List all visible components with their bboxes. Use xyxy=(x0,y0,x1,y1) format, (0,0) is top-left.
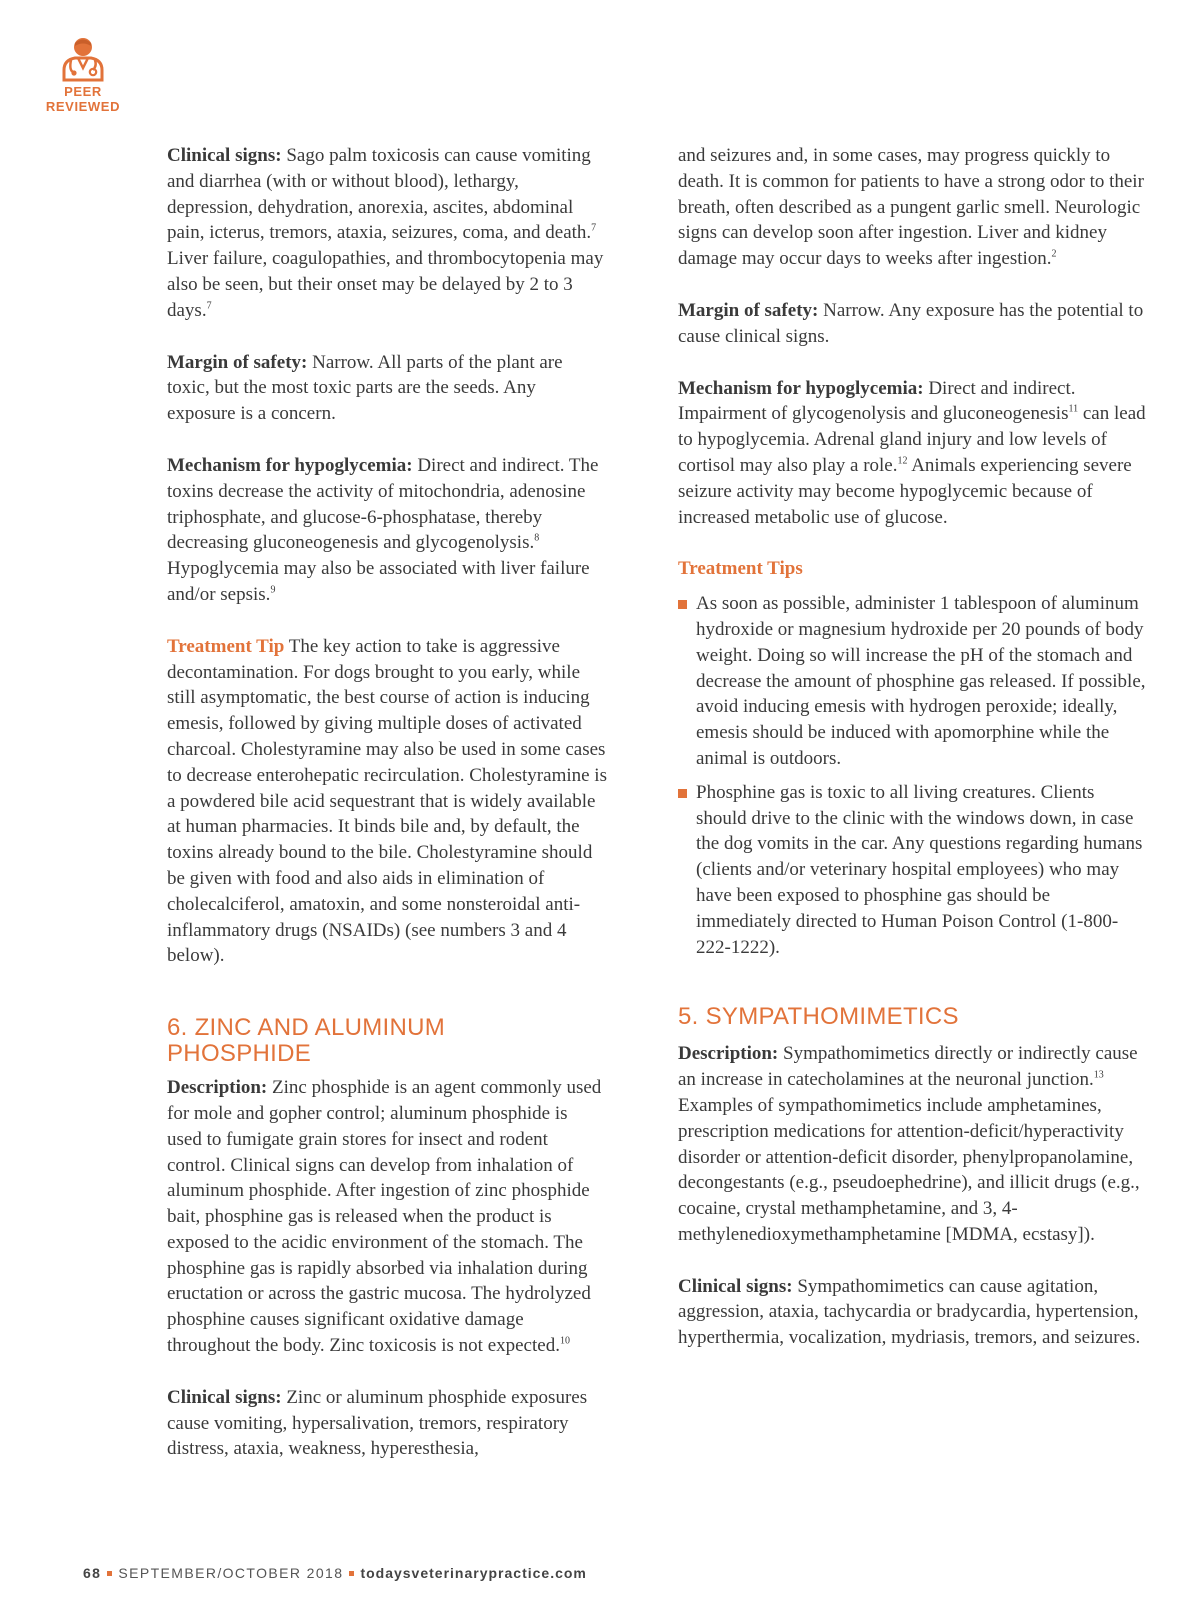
label: Clinical signs: xyxy=(167,145,282,166)
label: Mechanism for hypoglycemia: xyxy=(678,377,924,399)
sympathomimetics-description xyxy=(678,1041,1148,1247)
section-heading-zinc-phosphide xyxy=(167,1015,607,1067)
treatment-tips-list xyxy=(678,591,1148,960)
tip-text: As soon as possible, administer 1 tablespoon of aluminum hydroxide or magnesium hydroxide per 20 pounds of body weight. Doing so will increase the pH of the stomach and decrease the amount of phosphine gas released. If possible, avoid inducing emesis with hydrogen peroxide; ideally, emesis should be induced with apomorphine while the animal is outdoors. xyxy=(696,593,1146,769)
text: Zinc or aluminum phosphide exposures cause vomiting, hypersalivation, tremors, respiratory distress, ataxia, weakness, hyperesthesia, xyxy=(167,1386,588,1460)
text: Hypoglycemia may also be associated with liver failure and/or sepsis. xyxy=(167,558,590,605)
website-link[interactable]: todaysveterinarypractice.com xyxy=(360,1565,587,1581)
list-item xyxy=(678,591,1148,772)
ref: 10 xyxy=(559,1335,570,1347)
text: Direct and indirect. Impairment of glycogenolysis and gluconeogenesis xyxy=(678,377,1076,425)
text: Sympathomimetics directly or indirectly cause an increase in catecholamines at the neuronal junction. xyxy=(678,1043,1138,1091)
ref: 9 xyxy=(270,584,276,596)
sago-treatment-tip xyxy=(167,634,607,969)
label: Description: xyxy=(678,1043,779,1065)
label: Margin of safety: xyxy=(167,351,308,373)
ref: 12 xyxy=(897,455,908,467)
ref: 2 xyxy=(1051,248,1057,260)
sympathomimetics-clinical-signs xyxy=(678,1274,1148,1351)
text: Sago palm toxicosis can cause vomiting and diarrhea (with or without blood), lethargy, depression, dehydration, anorexia, ascites, abdominal pain, icterus, tremors, ataxia, seizures, coma, and death. xyxy=(167,145,592,244)
doctor-icon xyxy=(60,34,106,82)
tip-label: Treatment Tip xyxy=(167,635,285,657)
sago-mechanism xyxy=(167,453,607,608)
badge-line1: PEER xyxy=(64,84,102,99)
text: Narrow. Any exposure has the potential to cause clinical signs. xyxy=(678,299,1144,347)
phosphide-clinical-continued xyxy=(678,143,1148,272)
phosphide-mechanism xyxy=(678,376,1148,531)
page-footer xyxy=(83,1565,587,1581)
sago-clinical-signs xyxy=(167,143,607,324)
text: Examples of sympathomimetics include amphetamines, prescription medications for attention-deficit/hyperactivity disorder or attention-deficit disorder, phenylpropanolamine, decongestants (e.g., pseudoephedrine), and illicit drugs (e.g., cocaine, crystal methamphetamine, and 3, 4-methylenedioxymethamphetamine [MDMA, ecstasy]). xyxy=(678,1094,1140,1245)
tip-text: Phosphine gas is toxic to all living creatures. Clients should drive to the clinic with the windows down, in case the dog vomits in the car. Any questions regarding humans (clients and/or veterinary hospital employees) who may have been exposed to phosphine gas should be immediately directed to Human Poison Control (1-800-222-1222). xyxy=(696,781,1143,958)
ref: 7 xyxy=(591,223,597,235)
badge-line2: REVIEWED xyxy=(45,99,121,114)
separator-square-icon xyxy=(349,1571,354,1576)
text: and seizures and, in some cases, may progress quickly to death. It is common for patients to have a strong odor to their breath, often described as a pungent garlic smell. Neurologic signs can develop soon after ingestion. Liver and kidney damage may occur days to weeks after ingestion. xyxy=(678,145,1144,270)
ref: 8 xyxy=(534,533,540,545)
phosphide-margin-of-safety xyxy=(678,298,1148,350)
section-heading-sympathomimetics: 5. SYMPATHOMIMETICS xyxy=(678,1003,959,1031)
text: Liver failure, coagulopathies, and thrombocytopenia may also be seen, but their onset may be delayed by 2 to 3 days. xyxy=(167,248,604,321)
page-number: 68 xyxy=(83,1565,102,1581)
treatment-tips-heading: Treatment Tips xyxy=(678,558,803,580)
label: Margin of safety: xyxy=(678,299,819,321)
text: The key action to take is aggressive decontamination. For dogs brought to you early, while still asymptomatic, the best course of action is inducing emesis, followed by giving multiple doses of activated charcoal. Cholestyramine may also be used in some cases to decrease enterohepatic recirculation. Cholestyramine is a powdered bile acid sequestrant that is widely available at human pharmacies. It binds bile and, by default, the toxins already bound to the bile. Cholestyramine should be given with food and also aids in elimination of cholecalciferol, amatoxin, and some nonsteroidal anti-inflammatory drugs (NSAIDs) (see numbers 3 and 4 below). xyxy=(167,635,607,967)
list-item xyxy=(678,780,1148,961)
label: Clinical signs: xyxy=(678,1275,793,1297)
label: Mechanism for hypoglycemia: xyxy=(167,454,413,476)
text: Direct and indirect. The toxins decrease the activity of mitochondria, adenosine triphosphate, and glucose-6-phosphatase, thereby decreasing gluconeogenesis and glycogenolysis. xyxy=(167,454,599,554)
text: Animals experiencing severe seizure activity may become hypoglycemic because of increased metabolic use of glucose. xyxy=(678,454,1132,528)
issue-date: SEPTEMBER/OCTOBER 2018 xyxy=(118,1565,344,1581)
phosphide-description xyxy=(167,1075,607,1359)
text: can lead to hypoglycemia. Adrenal gland injury and low levels of cortisol may also play a role. xyxy=(678,403,1146,476)
ref: 11 xyxy=(1068,404,1079,416)
peer-reviewed-badge xyxy=(40,34,126,114)
text: Narrow. All parts of the plant are toxic, but the most toxic parts are the seeds. Any exposure is a concern. xyxy=(167,351,563,425)
text: Zinc phosphide is an agent commonly used for mole and gopher control; aluminum phosphide is used to fumigate grain stores for insect and rodent control. Clinical signs can develop from inhalation of aluminum phosphide. After ingestion of zinc phosphide bait, phosphine gas is released when the product is exposed to the acidic environment of the stomach. The phosphine gas is rapidly absorbed via inhalation during eructation or across the gastric mucosa. The hydrolyzed phosphine causes significant oxidative damage throughout the body. Zinc toxicosis is not expected. xyxy=(167,1077,602,1357)
bullet-square-icon xyxy=(678,789,687,798)
separator-square-icon xyxy=(107,1571,112,1576)
right-column xyxy=(678,143,1148,1351)
label: Description: xyxy=(167,1077,268,1099)
text: Sympathomimetics can cause agitation, aggression, ataxia, tachycardia or bradycardia, hypertension, hyperthermia, vocalization, mydriasis, tremors, and seizures. xyxy=(678,1275,1141,1349)
ref: 13 xyxy=(1093,1069,1104,1081)
ref: 7 xyxy=(206,300,212,312)
left-column xyxy=(167,143,607,1462)
sago-margin-of-safety xyxy=(167,350,607,427)
bullet-square-icon xyxy=(678,600,687,609)
label: Clinical signs: xyxy=(167,1386,282,1408)
heading-line1: 6. ZINC AND ALUMINUM xyxy=(167,1014,446,1042)
phosphide-clinical-signs xyxy=(167,1385,607,1462)
heading-line2: PHOSPHIDE xyxy=(167,1040,312,1068)
